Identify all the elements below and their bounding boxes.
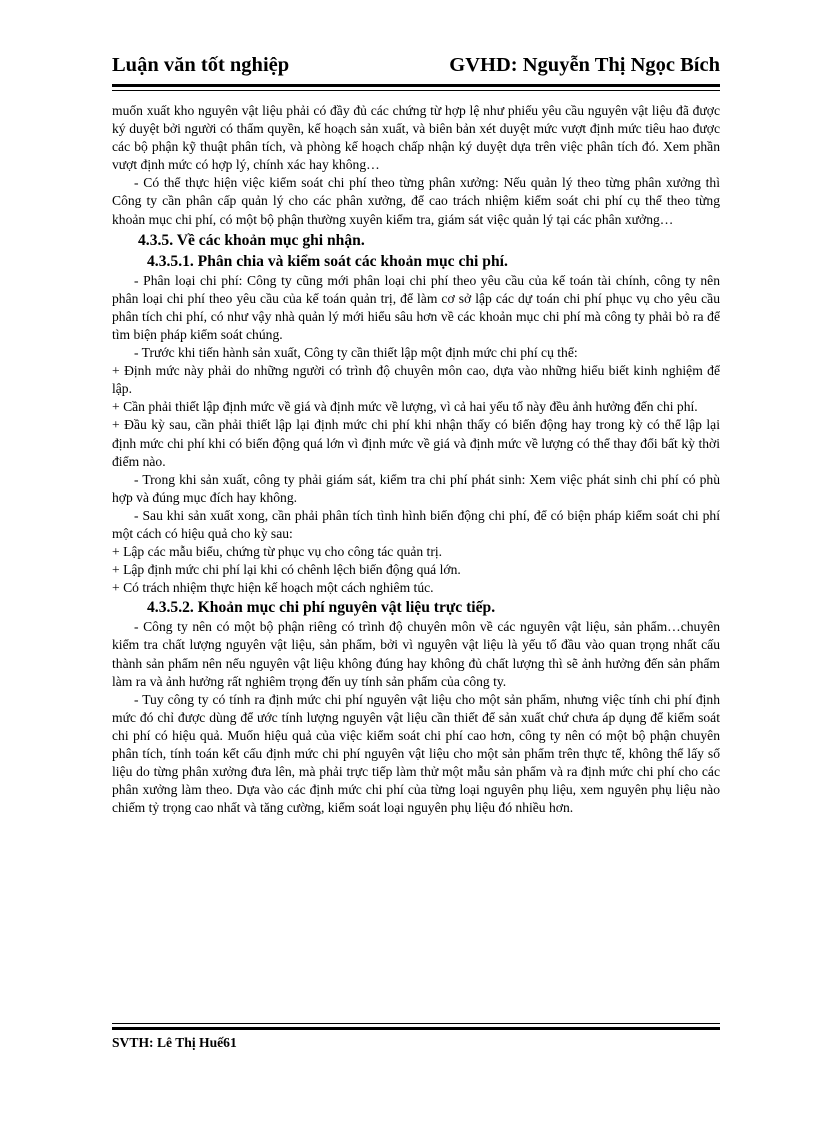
- paragraph-workshop-control: - Có thể thực hiện việc kiểm soát chi phí theo từng phân xưởng: Nếu quản lý theo từng phân xưởng thì Công ty cần phân cấp quản lý cho các phân xưởng, để cao trách nhiệm kiểm soát chi phí cụ thể theo từng khoản mục chi phí, có một bộ phận thường xuyên kiểm tra, giám sát việc quản lý tại các phân xưởng…: [112, 175, 720, 227]
- bullet-reset-norms: + Đầu kỳ sau, cần phải thiết lập lại định mức chi phí khi nhận thấy có biến động hay trong kỳ có thể lập lại định mức chi phí khi có biến động quá lớn vì định mức về giá và định mức về lượng có thể thay đổi bất kỳ thời điểm nào.: [112, 417, 720, 469]
- header-rule-thin: [112, 90, 720, 91]
- paragraph-before-production: - Trước khi tiến hành sản xuất, Công ty cần thiết lập một định mức chi phí cụ thể:: [134, 345, 578, 361]
- page-footer: SVTH: Lê Thị Huế61: [112, 1035, 237, 1050]
- footer-rule-thin: [112, 1023, 720, 1024]
- heading-4-3-5-1: 4.3.5.1. Phân chia và kiểm soát các khoản mục chi phí.: [147, 252, 508, 270]
- page-body: [112, 102, 720, 817]
- footer-rule-thick: [112, 1027, 720, 1030]
- heading-4-3-5: 4.3.5. Về các khoản mục ghi nhận.: [138, 231, 365, 249]
- header-rule-thick: [112, 84, 720, 87]
- header-thesis-title: Luận văn tốt nghiệp: [112, 54, 290, 76]
- bullet-reset-on-variance: + Lập định mức chi phí lại khi có chênh lệch biến động quá lớn.: [112, 562, 461, 578]
- paragraph-after-production: - Sau khi sản xuất xong, cần phải phân tích tình hình biến động chi phí, để có biện pháp kiểm soát chi phí một cách có hiệu quả cho kỳ sau:: [112, 507, 720, 541]
- paragraph-during-production: - Trong khi sản xuất, công ty phải giám sát, kiểm tra chi phí phát sinh: Xem việc phát sinh chi phí có phù hợp và đúng mục đích hay không.: [112, 471, 720, 505]
- bullet-price-quantity: + Cần phải thiết lập định mức về giá và định mức về lượng, vì cả hai yếu tố này đều ảnh hưởng đến chi phí.: [112, 399, 698, 415]
- bullet-forms: + Lập các mẫu biểu, chứng từ phục vụ cho công tác quản trị.: [112, 544, 443, 560]
- paragraph-quality-dept: - Công ty nên có một bộ phận riêng có trình độ chuyên môn về các nguyên vật liệu, sản phẩm…chuyên kiểm tra chất lượng nguyên vật liệu, sản phẩm, bởi vì nguyên vật liệu là yếu tố đầu vào quan trọng nhất cấu thành sản phẩm nên nếu nguyên vật liệu không đúng hay không đủ chất lượng thì sẽ ảnh hưởng đến sản phẩm làm ra và ảnh hưởng rất nghiêm trọng đến uy tính sản phẩm của công ty.: [112, 619, 720, 689]
- header-advisor: GVHD: Nguyễn Thị Ngọc Bích: [449, 54, 720, 76]
- bullet-norm-experts: + Định mức này phải do những người có trình độ chuyên môn cao, dựa vào những hiểu biết kinh nghiệm để lập.: [112, 363, 720, 397]
- heading-4-3-5-2: 4.3.5.2. Khoản mục chi phí nguyên vật liệu trực tiếp.: [147, 599, 496, 617]
- paragraph-cost-classification: - Phân loại chi phí: Công ty cũng mới phân loại chi phí theo yêu cầu của kế toán tài chính, công ty nên phân loại chi phí theo yêu cầu của kế toán quản trị, để làm cơ sở lập các dự toán chi phí phục vụ cho yêu cầu phân tích chi phí, có như vậy nhà quản lý mới hiểu sâu hơn về các khoản mục chi phí mà công ty phải bỏ ra để tìm biện pháp kiểm soát chúng.: [112, 272, 720, 342]
- bullet-responsibility: + Có trách nhiệm thực hiện kế hoạch một cách nghiêm túc.: [112, 580, 434, 596]
- paragraph-continuation: muốn xuất kho nguyên vật liệu phải có đầy đủ các chứng từ hợp lệ như phiếu yêu cầu nguyên vật liệu đã được ký duyệt bởi người có thẩm quyền, kế hoạch sản xuất, và biên bản xét duyệt mức vượt định mức tiêu hao được các bộ phận kỹ thuật phân tích, và phòng kế hoạch chấp nhận ký duyệt dựa trên việc phân tích đó. Xem phần vượt định mức có hợp lý, chính xác hay không…: [112, 103, 720, 173]
- page-header: [112, 50, 720, 84]
- paragraph-material-norms: - Tuy công ty có tính ra định mức chi phí nguyên vật liệu cho một sản phẩm, nhưng việc tính chi phí định mức đó chỉ được dùng để ước tính lượng nguyên vật liệu cần thiết để sản xuất chứ chưa áp dụng để kiểm soát chi phí có hiệu quả. Muốn hiệu quả của việc kiểm soát chi phí cao hơn, công ty nên có một bộ phận chuyên phân tích, tính toán kết cấu định mức chi phí nguyên vật liệu cho một sản phẩm trên thực tế, không thể lấy số liệu do từng phân xưởng đưa lên, mà phải trực tiếp làm thử một mẫu sản phẩm và ra định mức chi phí cho các phân xưởng làm theo. Dựa vào các định mức chi phí của từng loại nguyên phụ liệu, xem nguyên phụ liệu nào chiếm tỷ trọng cao nhất và tăng cường, kiểm soát loại nguyên phụ liệu đó nhiều hơn.: [112, 691, 720, 816]
